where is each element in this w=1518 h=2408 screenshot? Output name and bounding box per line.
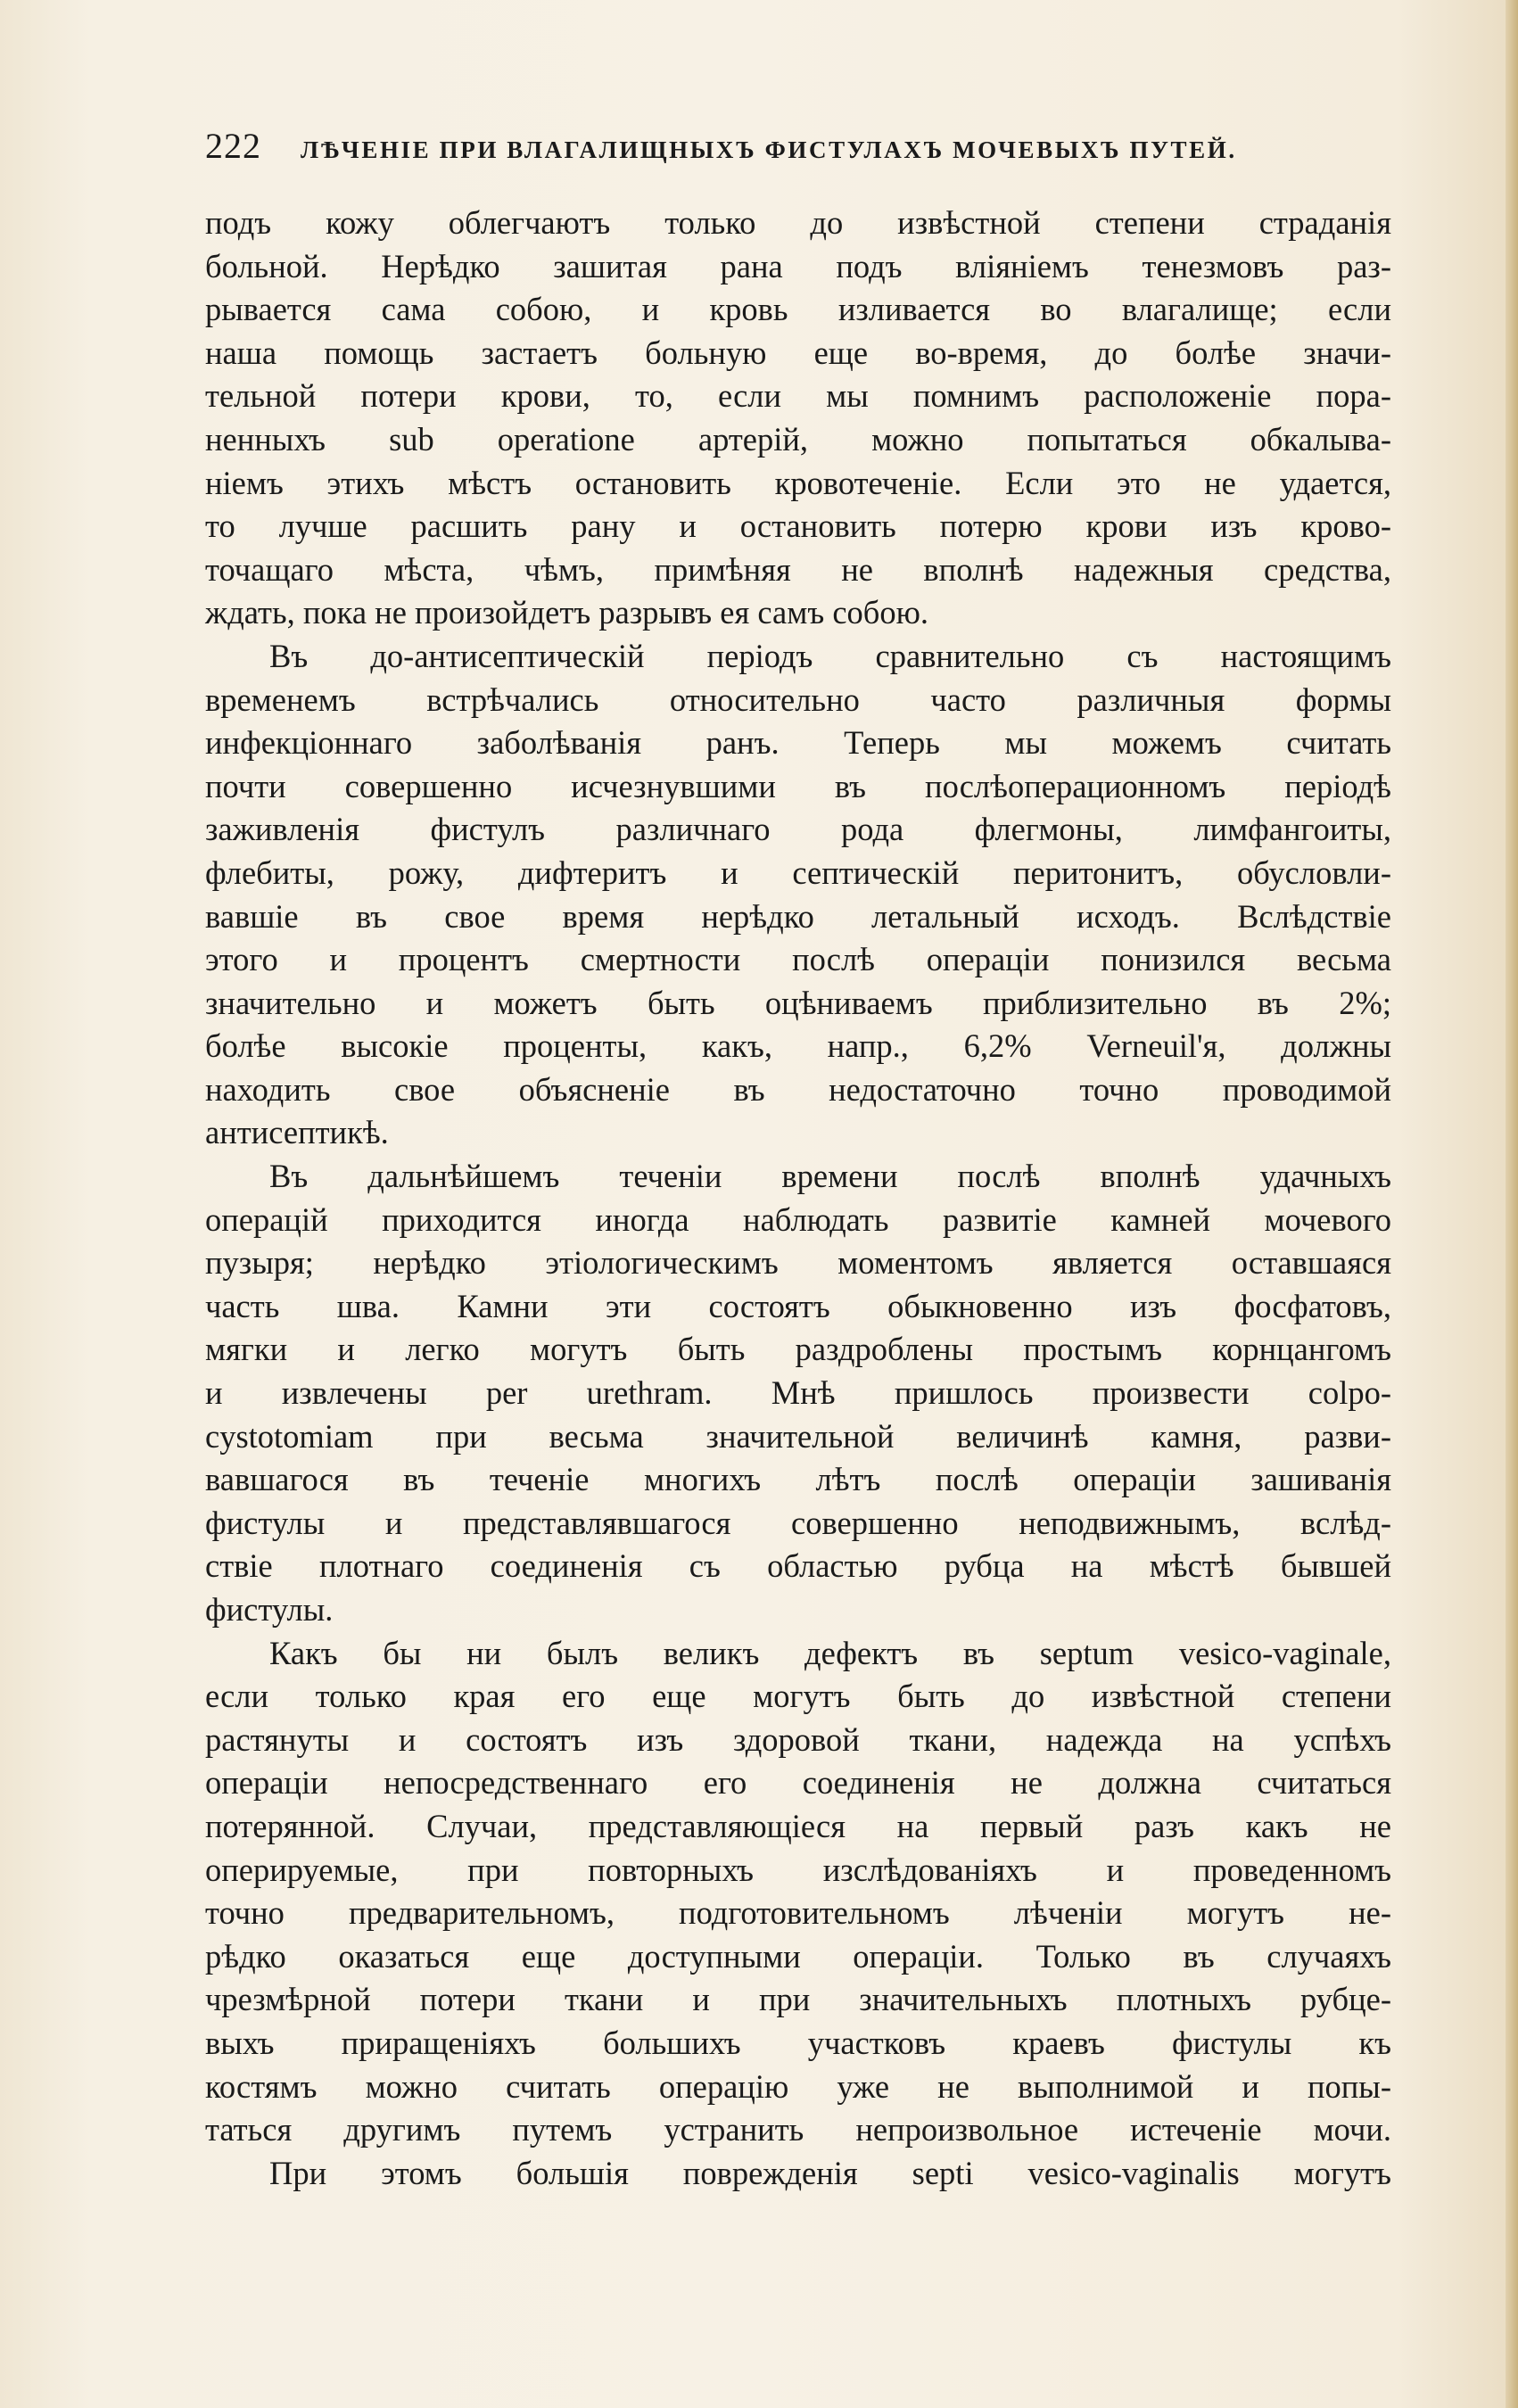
text-line: оперируемые, при повторныхъ изслѣдованіяхъ и проведенномъ xyxy=(205,1851,1391,1888)
text-line: потерянной. Случаи, представляющіеся на первый разъ какъ не xyxy=(205,1807,1391,1844)
text-line: ствіе плотнаго соединенія съ областью рубца на мѣстѣ бывшей xyxy=(205,1547,1391,1585)
text-line: часть шва. Камни эти состоятъ обыкновенно изъ фосфатовъ, xyxy=(205,1287,1391,1324)
text-line: этого и процентъ смертности послѣ операціи понизился весьма xyxy=(205,941,1391,978)
text-line: Какъ бы ни былъ великъ дефектъ въ septum vesico-vaginale, xyxy=(269,1634,1391,1671)
text-line: находить свое объясненіе въ недостаточно точно проводимой xyxy=(205,1070,1391,1108)
text-line: инфекціоннаго заболѣванія ранъ. Теперь мы можемъ считать xyxy=(205,724,1391,762)
text-line: cystotomiam при весьма значительной величинѣ камня, разви- xyxy=(205,1417,1391,1455)
text-line: больной. Нерѣдко зашитая рана подъ вліяніемъ тенезмовъ раз- xyxy=(205,247,1391,285)
text-line: почти совершенно исчезнувшими въ послѣоперационномъ періодѣ xyxy=(205,767,1391,804)
text-line: таться другимъ путемъ устранить непроизвольное истеченіе мочи. xyxy=(205,2111,1391,2148)
text-line: точно предварительномъ, подготовительномъ лѣченіи могутъ не- xyxy=(205,1894,1391,1932)
text-line: то лучше расшить рану и остановить потерю крови изъ крово- xyxy=(205,507,1391,545)
text-line: Въ дальнѣйшемъ теченіи времени послѣ вполнѣ удачныхъ xyxy=(269,1158,1391,1195)
running-head xyxy=(205,125,1365,178)
text-line: точащаго мѣста, чѣмъ, примѣняя не вполнѣ надежныя средства, xyxy=(205,550,1391,588)
text-line: значительно и можетъ быть оцѣниваемъ приблизительно въ 2%; xyxy=(205,984,1391,1021)
text-line: болѣе высокіе проценты, какъ, напр., 6,2% Verneuil'я, должны xyxy=(205,1027,1391,1065)
text-line: если только края его еще могутъ быть до извѣстной степени xyxy=(205,1678,1391,1715)
text-line: заживленія фистулъ различнаго рода флегмоны, лимфангоиты, xyxy=(205,811,1391,848)
text-line: рывается сама собою, и кровь изливается во влагалище; если xyxy=(205,291,1391,328)
text-line: вавшагося въ теченіе многихъ лѣтъ послѣ операціи зашиванія xyxy=(205,1461,1391,1498)
text-line: и извлечены per urethram. Мнѣ пришлось произвести colpo- xyxy=(205,1374,1391,1412)
text-line: При этомъ большія поврежденія septi vesico-vaginalis могутъ xyxy=(269,2154,1391,2191)
text-line: флебиты, рожу, дифтеритъ и септическій перитонитъ, обусловли- xyxy=(205,854,1391,891)
text-line: костямъ можно считать операцію уже не выполнимой и попы- xyxy=(205,2067,1391,2105)
text-line: мягки и легко могутъ быть раздроблены простымъ корнцангомъ xyxy=(205,1331,1391,1368)
text-line: фистулы. xyxy=(205,1591,334,1628)
text-line: подъ кожу облегчаютъ только до извѣстной степени страданія xyxy=(205,204,1391,241)
text-line: операцій приходится иногда наблюдать развитіе камней мочевого xyxy=(205,1200,1391,1238)
text-line: фистулы и представлявшагося совершенно неподвижнымъ, вслѣд- xyxy=(205,1504,1391,1541)
text-line: пузыря; нерѣдко этіологическимъ моментомъ является оставшаяся xyxy=(205,1244,1391,1282)
text-line: ненныхъ sub operatione артерій, можно попытаться обкалыва- xyxy=(205,420,1391,458)
text-line: операціи непосредственнаго его соединенія не должна считаться xyxy=(205,1764,1391,1802)
text-line: рѣдко оказаться еще доступными операціи. Только въ случаяхъ xyxy=(205,1937,1391,1975)
running-title: ЛѢЧЕНІЕ ПРИ ВЛАГАЛИЩНЫХЪ ФИСТУЛАХЪ МОЧЕВЫХЪ ПУТЕЙ. xyxy=(301,136,1237,163)
text-line: Въ до-антисептическій періодъ сравнительно съ настоящимъ xyxy=(269,637,1391,674)
text-line: ніемъ этихъ мѣстъ остановить кровотеченіе. Если это не удается, xyxy=(205,464,1391,501)
page-number: 222 xyxy=(205,126,261,166)
text-line: чрезмѣрной потери ткани и при значительныхъ плотныхъ рубце- xyxy=(205,1981,1391,2018)
text-line: наша помощь застаетъ больную еще во-время, до болѣе значи- xyxy=(205,334,1391,371)
text-line: тельной потери крови, то, если мы помнимъ расположеніе пора- xyxy=(205,377,1391,415)
text-line: антисептикѣ. xyxy=(205,1114,389,1151)
body-text xyxy=(205,202,1391,2195)
text-line: ждать, пока не произойдетъ разрывъ ея самъ собою. xyxy=(205,594,929,631)
text-line: вавшіе въ свое время нерѣдко летальный исходъ. Вслѣдствіе xyxy=(205,897,1391,935)
text-line: временемъ встрѣчались относительно часто различныя формы xyxy=(205,680,1391,718)
page-edge xyxy=(1506,0,1518,2408)
text-line: растянуты и состоятъ изъ здоровой ткани, надежда на успѣхъ xyxy=(205,1720,1391,1758)
text-line: выхъ приращеніяхъ большихъ участковъ краевъ фистулы къ xyxy=(205,2024,1391,2061)
